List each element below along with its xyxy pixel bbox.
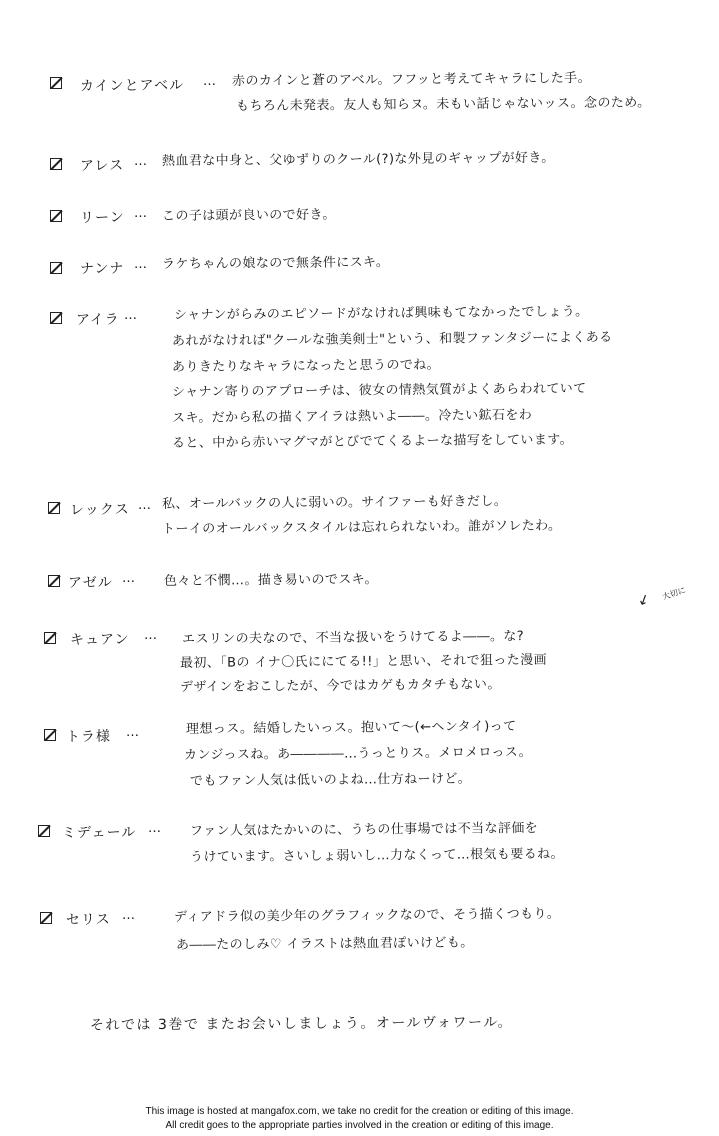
checkbox-icon <box>44 729 56 741</box>
ellipsis: … <box>134 154 148 169</box>
comment-line: ありきたりなキャラになったと思うのでね。 <box>171 357 441 375</box>
character-name: キュアン <box>69 631 130 649</box>
ellipsis: … <box>144 628 158 643</box>
closing-message: それでは 3巻で またお会いしましょう。オールヴォワール。 <box>89 1014 514 1034</box>
comment-line: スキ。だから私の描くアイラは熱いよ――。冷たい鉱石をわ <box>171 407 533 426</box>
checkbox-icon <box>38 825 50 837</box>
comment-line: ラケちゃんの娘なので無条件にスキ。 <box>161 255 390 272</box>
character-name: ナンナ <box>79 260 125 278</box>
character-name: アレス <box>79 157 125 175</box>
comment-line: カンジっスね。あ――――…うっとりス。メロメロっス。 <box>183 744 533 763</box>
ellipsis: … <box>148 821 162 836</box>
ellipsis: … <box>126 725 140 740</box>
character-name: レックス <box>69 501 130 519</box>
ellipsis: … <box>138 498 152 513</box>
footer-credit-line: This image is hosted at mangafox.com, we take no credit for the creation or editing of this image. <box>145 1106 574 1117</box>
ellipsis: … <box>124 308 138 323</box>
comment-line: 色々と不憫…。描き易いのでスキ。 <box>163 572 378 589</box>
checkbox-icon <box>44 632 56 644</box>
footer-credit-line: All credit goes to the appropriate parties involved in the creation or editing of this image. <box>165 1120 554 1131</box>
character-name: アイラ <box>75 311 120 329</box>
ellipsis: … <box>122 571 136 586</box>
ellipsis: … <box>134 206 148 221</box>
comment-line: ファン人気はたかいのに、うちの仕事場では不当な評価を <box>189 820 539 839</box>
margin-note: 大切に <box>661 585 687 602</box>
comment-line: ると、中から赤いマグマがとびでてくるよーな描写をしています。 <box>171 432 574 451</box>
comment-line: ディアドラ似の美少年のグラフィックなので、そう描くつもり。 <box>173 906 561 925</box>
checkbox-icon <box>50 312 62 324</box>
comment-line: でもファン人気は低いのよね…仕方ねーけど。 <box>189 771 472 789</box>
ellipsis: … <box>134 257 148 272</box>
comment-line: 赤のカインと蒼のアベル。フフッと考えてキャラにした手。 <box>231 70 592 89</box>
checkbox-icon <box>50 262 62 274</box>
comment-line: シャナン寄りのアプローチは、彼女の情熱気質がよくあらわれていて <box>171 381 587 400</box>
checkbox-icon <box>50 77 62 89</box>
character-name: アゼル <box>67 574 113 592</box>
character-name: カインとアベル <box>79 77 185 95</box>
comment-line: 熱血君な中身と、父ゆずりのクール(?)な外見のギャップが好き。 <box>161 150 555 169</box>
character-name: リーン <box>79 209 125 227</box>
checkbox-icon <box>50 210 62 222</box>
comment-line: あ――たのしみ♡ イラストは熱血君ぽいけども。 <box>175 935 474 953</box>
comment-line: 私、オールバックの人に弱いの。サイファーも好きだし。 <box>161 493 508 512</box>
comment-line: デザインをおこしたが、今ではカゲもカタチもない。 <box>179 677 501 695</box>
checkbox-icon <box>50 158 62 170</box>
comment-line: 最初、「Bの イナ〇氏ににてる!!」と思い、それで狙った漫画 <box>179 652 548 671</box>
ellipsis: … <box>203 74 217 89</box>
checkbox-icon <box>40 912 52 924</box>
character-name: トラ様 <box>65 728 112 746</box>
comment-line: エスリンの夫なので、不当な扱いをうけてるよ――。な? <box>181 629 525 647</box>
checkbox-icon <box>48 575 60 587</box>
comment-line: トーイのオールバックスタイルは忘れられないわ。誰がソレたわ。 <box>161 518 562 537</box>
comment-line: シャナンがらみのエピソードがなければ興味もてなかったでしょう。 <box>173 304 589 323</box>
comment-line: もちろん未発表。友人も知らヌ。未もい話じゃないッス。念のため。 <box>235 95 651 114</box>
comment-line: うけています。さいしょ弱いし…力なくって…根気も要るね。 <box>189 846 564 865</box>
comment-line: この子は頭が良いので好き。 <box>161 207 336 224</box>
arrow-icon: ↙ <box>635 590 653 610</box>
character-name: セリス <box>65 911 111 929</box>
comment-line: 理想っス。結婚したいっス。抱いて～(←ヘンタイ)って <box>185 719 517 737</box>
comment-line: あれがなければ"クールな強美剣士"という、和製ファンタジーによくある <box>171 330 613 349</box>
character-name: ミデェール <box>61 824 137 842</box>
checkbox-icon <box>48 502 60 514</box>
ellipsis: … <box>122 908 136 923</box>
